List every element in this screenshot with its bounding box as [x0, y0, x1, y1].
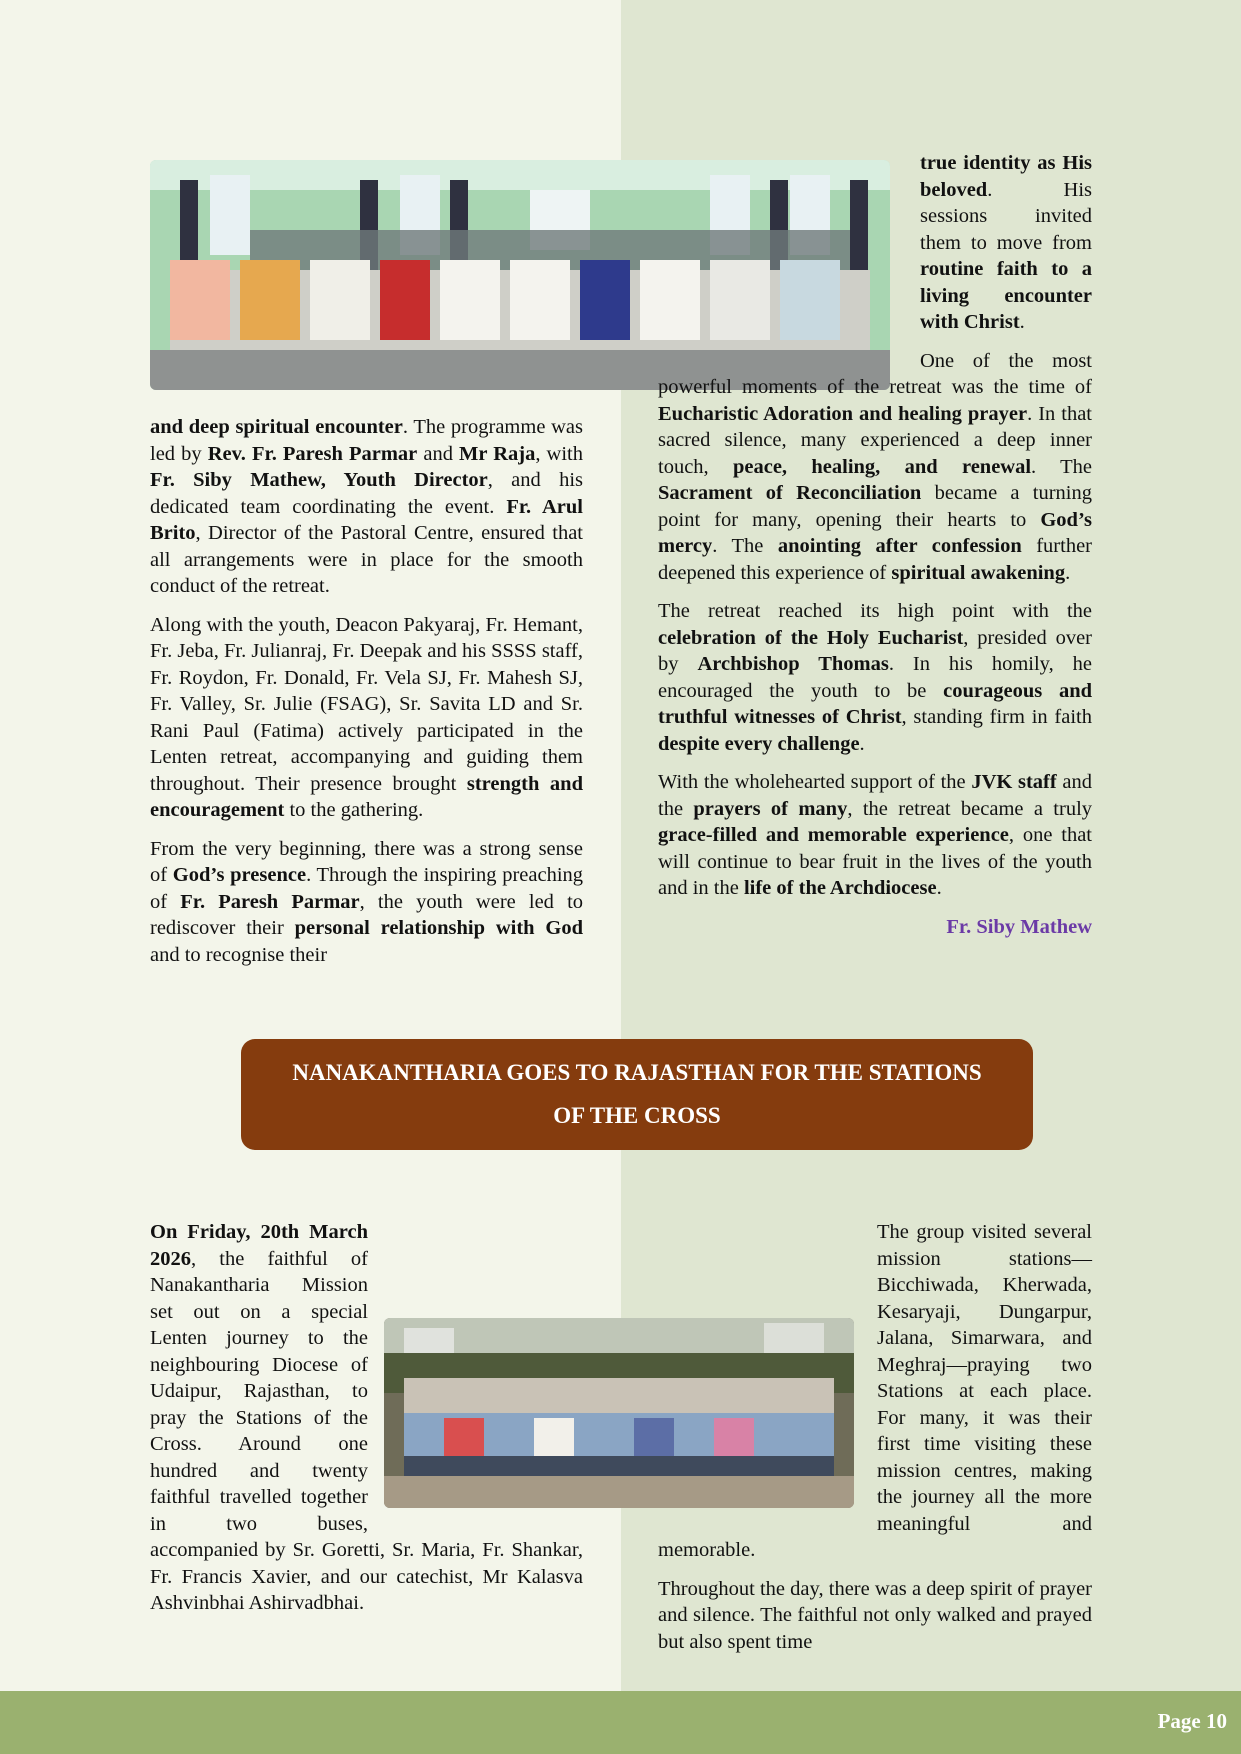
bold-text: strength and encouragement	[150, 772, 583, 821]
banner-title-line-2: OF THE CROSS	[553, 1103, 721, 1128]
paragraph: The group visited several mission stations—Bicchiwada, Kherwada, Kesaryaji, Dungarpur, Jalana, Simarwara, and Meghraj—praying two Stations at each place. For many, it was their first time visiting these mission centres, making the journey all the more meaningful and memorable.	[658, 1221, 1092, 1561]
bold-text: peace, healing, and renewal	[732, 455, 1032, 478]
bold-text: Fr. Siby Mathew, Youth Director	[150, 469, 488, 491]
bold-text: spiritual awakening	[891, 561, 1066, 584]
paragraph: and deep spiritual encounter. The programme was led by Rev. Fr. Paresh Parmar and Mr Raja, with Fr. Siby Mathew, Youth Director, and his dedicated team coordinating the event. Fr. Arul Brito, Director of the Pastoral Centre, ensured that all arrangements were in place for the smooth conduct of the retreat.	[150, 416, 583, 597]
banner-title-line-1: NANAKANTHARIA GOES TO RAJASTHAN FOR THE STATIONS	[292, 1060, 982, 1085]
bold-text: true identity as His beloved	[920, 152, 1092, 201]
paragraph: Throughout the day, there was a deep spirit of prayer and silence. The faithful not only walked and prayed but also spent time	[658, 1577, 1092, 1653]
bold-text: courageous and truthful witnesses of Christ	[658, 679, 1092, 728]
bold-text: and deep spiritual encounter	[150, 416, 403, 438]
bold-text: celebration of the Holy Eucharist	[658, 626, 964, 649]
paragraph: The retreat reached its high point with the celebration of the Holy Eucharist, presided over by Archbishop Thomas. In his homily, he encouraged the youth to be courageous and truthful witnesses of Christ, standing firm in faith despite every challenge.	[658, 600, 1093, 755]
bold-text: Fr. Paresh Parmar	[180, 890, 360, 913]
bold-text: life of the Archdiocese	[743, 877, 937, 899]
bold-text: Mr Raja	[459, 442, 536, 465]
author-signature: Fr. Siby Mathew	[946, 915, 1092, 938]
article-title-banner	[241, 1039, 1033, 1150]
bold-text: Sacrament of Reconciliation	[658, 482, 922, 504]
bold-text: routine faith to a living encounter with Christ	[920, 258, 1092, 333]
bold-text: God’s mercy	[658, 508, 1092, 557]
photo-spacer	[658, 1299, 877, 1517]
bold-text: On Friday, 20th March 2026	[150, 1221, 368, 1270]
bold-text: God’s presence	[172, 864, 307, 886]
page-number: Page 10	[1157, 1709, 1227, 1733]
paragraph: On Friday, 20th March 2026, the faithful of Nanakantharia Mission set out on a special Lenten journey to the neighbouring Diocese of Udaipur, Rajasthan, to pray the Stations of the Cross. Around one hundred and twenty faithful travelled together in two buses, accompanied by Sr. Goretti, Sr. Maria, Fr. Shankar, Fr. Francis Xavier, and our catechist, Mr Kalasva Ashvinbhai Ashirvadbhai.	[150, 1221, 583, 1614]
paragraph: One of the most powerful moments of the retreat was the time of Eucharistic Adoration and healing prayer. In that sacred silence, many experienced a deep inner touch, peace, healing, and renewal. The Sacrament of Reconciliation became a turning point for many, opening their hearts to God’s mercy. The anointing after confession further deepened this experience of spiritual awakening.	[658, 349, 1092, 584]
paragraph: Along with the youth, Deacon Pakyaraj, Fr. Hemant, Fr. Jeba, Fr. Julianraj, Fr. Deepak and his SSSS staff, Fr. Roydon, Fr. Donald, Fr. Vela SJ, Fr. Mahesh SJ, Fr. Valley, Sr. Julie (FSAG), Sr. Savita LD and Sr. Rani Paul (Fatima) actively participated in the Lenten retreat, accompanying and guiding them throughout. Their presence brought strength and encouragement to the gathering.	[150, 613, 583, 821]
bottom-left-column	[150, 1219, 583, 1629]
bold-text: prayers of many	[693, 797, 848, 820]
paragraph: From the very beginning, there was a strong sense of God’s presence. Through the inspiring preaching of Fr. Paresh Parmar, the youth were led to rediscover their personal relationship with God and to recognise their	[150, 837, 584, 966]
top-left-column	[150, 414, 583, 980]
bold-text: grace-filled and memorable experience	[658, 824, 1009, 846]
paragraph: true identity as His beloved. His sessions invited them to move from routine faith to a living encounter with Christ.	[920, 152, 1092, 333]
bold-text: Eucharistic Adoration and healing prayer	[658, 402, 1028, 425]
bold-text: Rev. Fr. Paresh Parmar	[207, 442, 418, 465]
bold-text: Archbishop Thomas	[697, 653, 889, 675]
photo-spacer	[658, 150, 920, 370]
bold-text: anointing after confession	[777, 535, 1022, 557]
bold-text: despite every challenge	[658, 732, 860, 755]
page-footer	[0, 1691, 1241, 1754]
bold-text: JVK staff	[971, 771, 1057, 793]
photo-spacer	[368, 1299, 583, 1517]
bottom-right-column	[658, 1219, 1092, 1667]
bold-text: Fr. Arul Brito	[150, 495, 583, 544]
bold-text: personal relationship with God	[294, 917, 583, 939]
paragraph: With the wholehearted support of the JVK staff and the prayers of many, the retreat became a truly grace-filled and memorable experience, one that will continue to bear fruit in the lives of the youth and in the life of the Archdiocese.	[658, 771, 1093, 899]
top-right-column	[658, 150, 1092, 952]
